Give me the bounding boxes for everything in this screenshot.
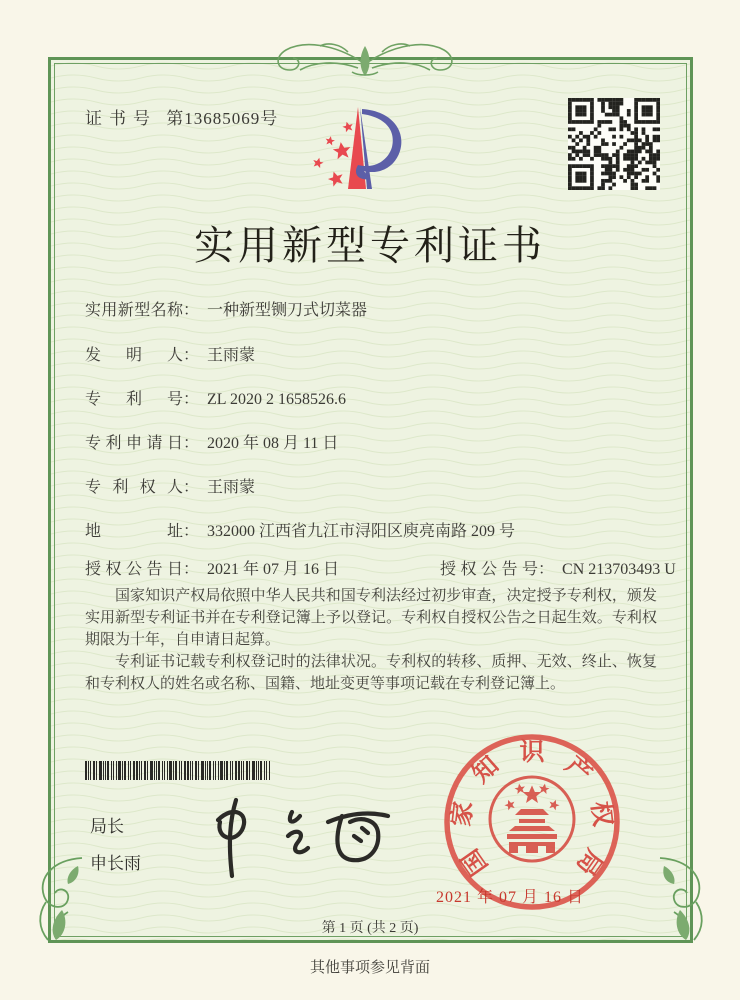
officer-block xyxy=(90,812,141,886)
field-value: ZL 2020 2 1658526.6 xyxy=(207,391,346,408)
grant-date-label: 授权公告日 xyxy=(85,561,183,578)
back-note: 其他事项参见背面 xyxy=(309,960,430,976)
svg-text:局: 局 xyxy=(570,843,608,880)
field-row-grant: 授权公告日： 2021 年 07 月 16 日 授权公告号： CN 213703493 U xyxy=(85,556,339,579)
svg-text:权: 权 xyxy=(586,799,616,828)
legal-paragraph-2: 专利证书记载专利权登记时的法律状况。专利权的转移、质押、无效、终止、恢复和专利权人的姓名或名称、国籍、地址变更等事项记载在专利登记簿上。 xyxy=(85,654,657,692)
field-row-patentee: 专利权人： 王雨蒙 xyxy=(85,474,255,497)
grant-number-label: 授权公告号 xyxy=(440,561,538,578)
barcode xyxy=(85,761,275,780)
corner-ornament-right xyxy=(652,852,714,947)
field-label: 专利号 xyxy=(85,391,183,408)
page-indicator: 第 1 页 (共 2 页) xyxy=(321,921,419,936)
svg-text:识: 识 xyxy=(519,739,545,766)
field-value: 332000 江西省九江市浔阳区庾亮南路 209 号 xyxy=(207,523,516,540)
certificate-title: 实用新型专利证书 xyxy=(194,223,546,268)
field-row-inventor: 发明人： 王雨蒙 xyxy=(85,342,255,365)
svg-text:产: 产 xyxy=(559,751,597,789)
field-value: 王雨蒙 xyxy=(207,347,256,364)
officer-title: 局长 xyxy=(90,817,124,836)
field-value: 一种新型铡刀式切菜器 xyxy=(207,302,368,319)
top-flourish-ornament xyxy=(248,30,482,84)
field-value: 王雨蒙 xyxy=(207,479,256,496)
legal-paragraph-1: 国家知识产权局依照中华人民共和国专利法经过初步审查，决定授予专利权，颁发实用新型专利证书并在专利登记簿上予以登记。专利权自授权公告之日起生效。专利权期限为十年，自申请日起算。 xyxy=(85,588,657,648)
field-label: 地址 xyxy=(85,523,183,540)
field-row-name: 实用新型名称： 一种新型铡刀式切菜器 xyxy=(85,297,367,320)
qr-code xyxy=(568,98,660,190)
officer-name: 申长雨 xyxy=(90,854,141,873)
field-value: 2020 年 08 月 11 日 xyxy=(207,435,339,452)
certificate-number xyxy=(85,104,278,129)
grant-date-value: 2021 年 07 月 16 日 xyxy=(207,561,340,578)
svg-text:国: 国 xyxy=(456,843,494,880)
field-label: 发明人 xyxy=(85,347,183,364)
field-label: 实用新型名称 xyxy=(85,302,183,319)
seal-date: 2021 年 07 月 16 日 xyxy=(436,889,585,906)
field-label: 专利申请日 xyxy=(85,435,183,452)
signature xyxy=(200,790,400,882)
field-row-address: 地址： 332000 江西省九江市浔阳区庾亮南路 209 号 xyxy=(85,518,515,541)
field-label: 专利权人 xyxy=(85,479,183,496)
certificate-number-value: 第13685069号 xyxy=(166,109,279,128)
certificate-number-label: 证 书 号 xyxy=(85,109,151,128)
cnipa-logo-icon xyxy=(300,101,410,203)
corner-ornament-left xyxy=(28,852,90,947)
svg-text:知: 知 xyxy=(467,751,505,789)
field-row-filing-date: 专利申请日： 2020 年 08 月 11 日 xyxy=(85,430,338,453)
field-row-patent-number: 专利号： ZL 2020 2 1658526.6 xyxy=(85,386,346,409)
svg-text:家: 家 xyxy=(448,799,478,828)
legal-text xyxy=(85,585,657,695)
grant-number-value: CN 213703493 U xyxy=(562,561,676,578)
